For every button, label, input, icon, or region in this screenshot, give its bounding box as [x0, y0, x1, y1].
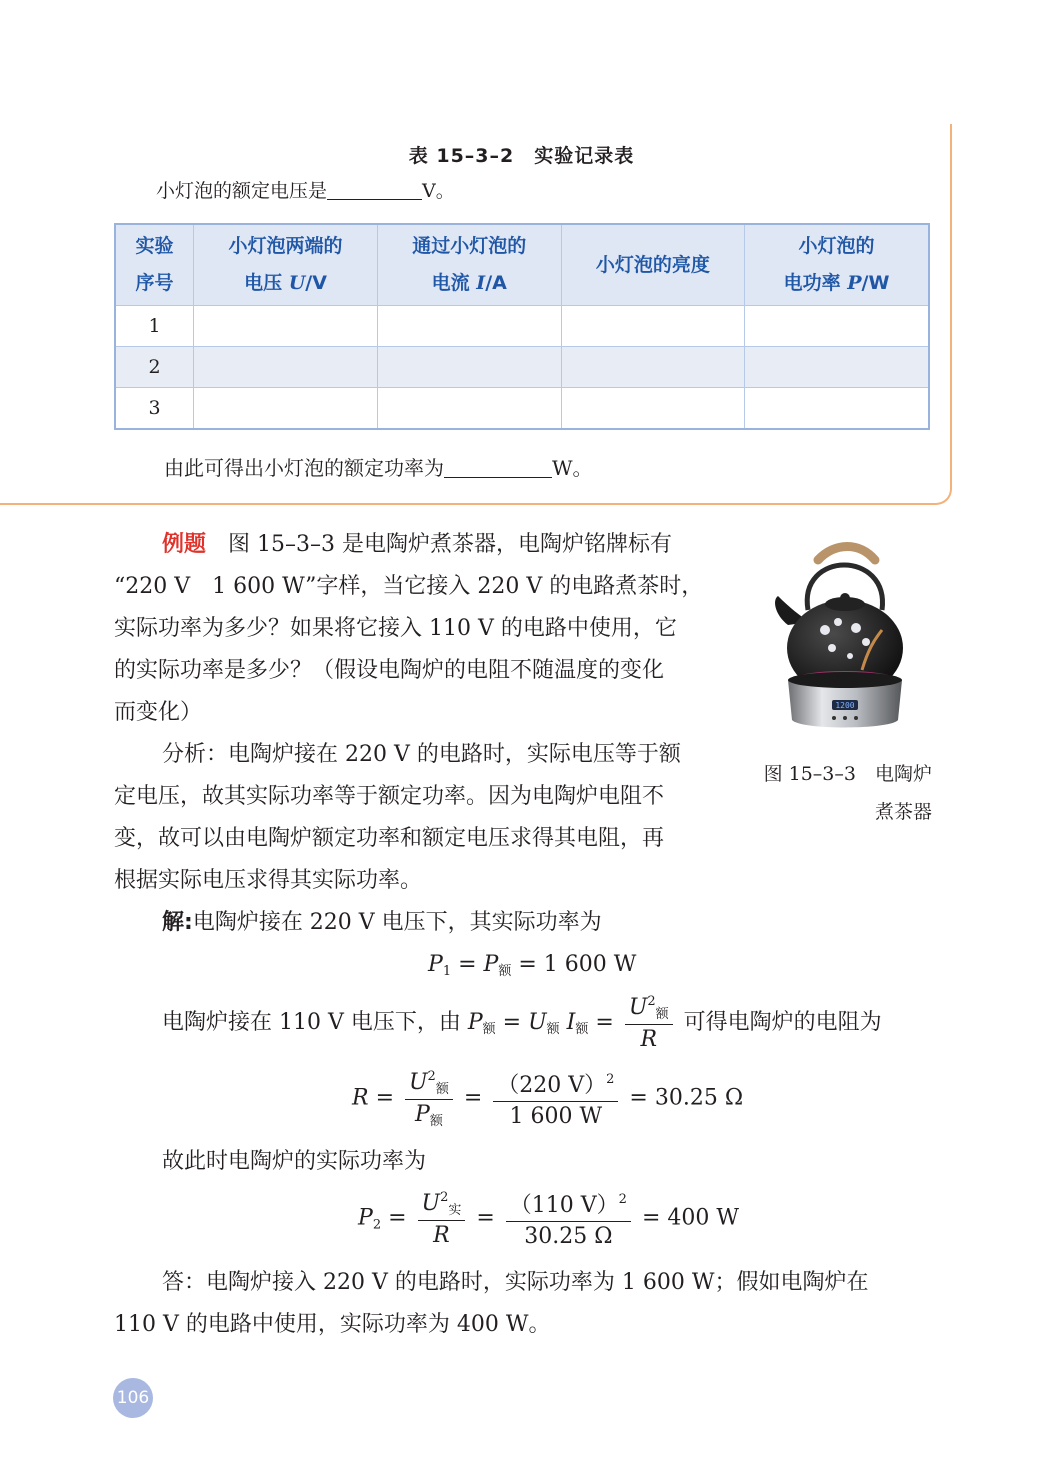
table-cell[interactable] — [745, 388, 929, 430]
power-blank[interactable] — [444, 457, 552, 478]
header-voltage: 小灯泡两端的 电压 U/V — [194, 224, 378, 306]
row-index: 3 — [115, 388, 194, 430]
tea-kettle-image — [770, 530, 920, 735]
row-index: 2 — [115, 347, 194, 388]
table-cell[interactable] — [377, 388, 561, 430]
header-index: 实验 序号 — [115, 224, 194, 306]
table-title: 表 15–3–2 实验记录表 — [408, 145, 635, 167]
equation-resistance: R = $\frac{U^2_额}{P_额}$ = $\frac{(220 V)^2}{1 600 W}$ = 30.25 Ω — [352, 1068, 744, 1129]
figure-caption: 图 15–3–3 电陶炉 煮茶器 — [763, 763, 932, 823]
table-row — [115, 306, 929, 347]
example-question: 例题 图 15–3–3 是电陶炉煮茶器，电陶炉铭牌标有 “220 V 1 600 W”字样，当它接入 220 V 的电路煮茶时， 实际功率为多少？如果将它接入 110 V 的电路中使用，它 的实际功率是多少？（假设电陶炉的电阻不随温度的变化 而变化） — [114, 532, 704, 725]
header-brightness: 小灯泡的亮度 — [561, 224, 745, 306]
record-table — [114, 223, 930, 430]
table-cell[interactable] — [561, 347, 745, 388]
equation-actual-power: $P_2$ = $\frac{U^2_实}{R}$ = $\frac{(110 V)^2}{30.25 \Omega}$ = 400 W — [358, 1189, 739, 1249]
table-cell[interactable] — [745, 306, 929, 347]
rated-power-line: 由此可得出小灯泡的额定功率为 W。 — [164, 456, 593, 480]
fraction-u2-over-r: $\frac{U^2_额}{R}$ — [625, 994, 673, 1052]
analysis: 分析：电陶炉接在 220 V 的电路时，实际电压等于额 定电压，故其实际功率等于额定功率。因为电陶炉电阻不 变，故可以由电陶炉额定功率和额定电压求得其电阻，再 根据实际电压求得其实际功率。 — [114, 742, 681, 893]
page-number: 106 — [113, 1378, 153, 1418]
table-cell[interactable] — [194, 347, 378, 388]
voltage-blank[interactable] — [327, 179, 422, 200]
example-label: 例题 — [162, 532, 207, 557]
header-power: 小灯泡的 电功率 P/W — [745, 224, 929, 306]
answer: 答：电陶炉接入 220 V 的电路时，实际功率为 1 600 W；假如电陶炉在 110 V 的电路中使用，实际功率为 400 W。 — [114, 1270, 869, 1337]
table-cell[interactable] — [194, 388, 378, 430]
equation-1: $P_1 = P_额 = 1$ 600 W — [428, 952, 637, 979]
table-cell[interactable] — [194, 306, 378, 347]
solution-line1: 解:电陶炉接在 220 V 电压下，其实际功率为 — [162, 910, 602, 935]
table-row — [115, 347, 929, 388]
solution-line2: 电陶炉接在 110 V 电压下，由 $P_额 = U_额$ $I_额$ = $\frac{U^2_额}{R}$ 可得电陶炉的电阻为 — [162, 994, 882, 1052]
table-cell[interactable] — [377, 306, 561, 347]
solution-line3: 故此时电陶炉的实际功率为 — [162, 1149, 427, 1174]
table-header-row — [115, 224, 929, 306]
table-cell[interactable] — [561, 388, 745, 430]
table-cell[interactable] — [377, 347, 561, 388]
table-cell[interactable] — [745, 347, 929, 388]
row-index: 1 — [115, 306, 194, 347]
svg-text:1200: 1200 — [835, 701, 855, 710]
table-row — [115, 388, 929, 430]
rated-voltage-line: 小灯泡的额定电压是 V。 — [156, 180, 455, 202]
header-current: 通过小灯泡的 电流 I/A — [377, 224, 561, 306]
table-cell[interactable] — [561, 306, 745, 347]
